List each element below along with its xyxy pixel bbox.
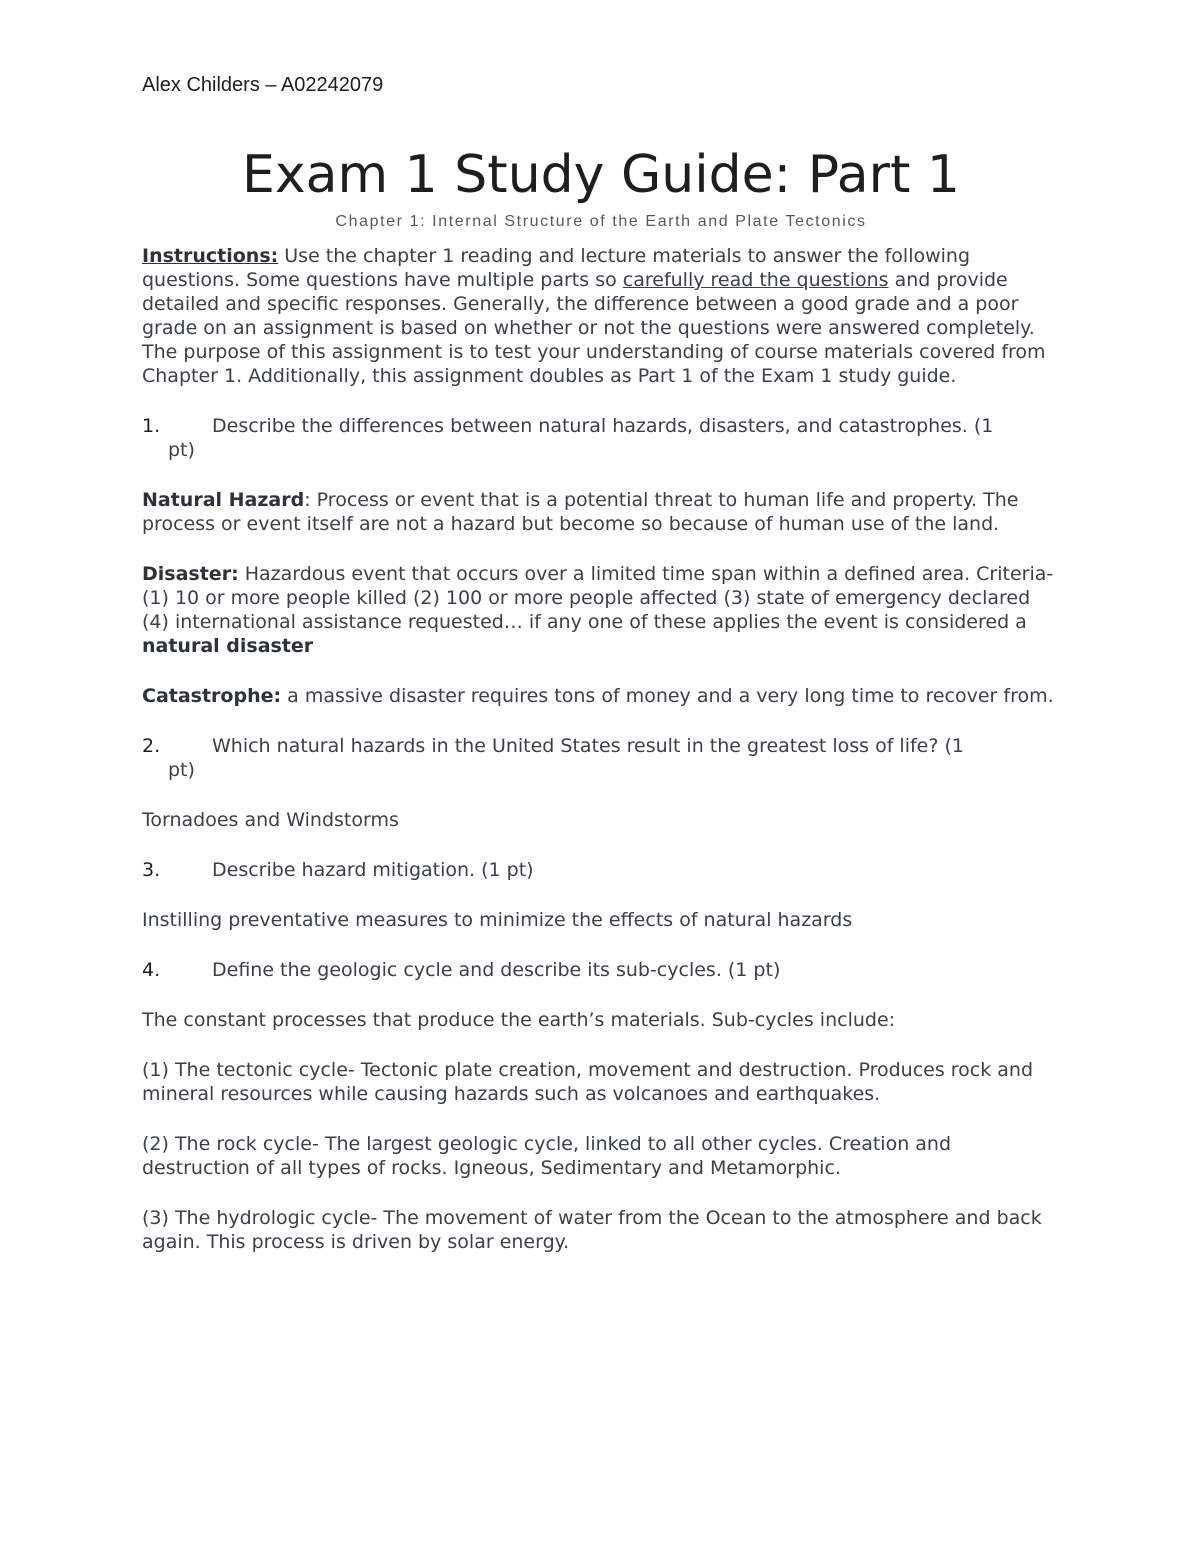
document-title: Exam 1 Study Guide: Part 1 bbox=[242, 145, 960, 205]
tectonic-cycle: (1) The tectonic cycle- Tectonic plate creation, movement and destruction. Produces rock and mineral resources while causing hazards such as volcanoes and earthquakes. bbox=[142, 1059, 1034, 1105]
disaster-definition bbox=[142, 562, 1060, 658]
answer-4: The constant processes that produce the earth’s materials. Sub-cycles include: bbox=[142, 1009, 896, 1031]
question-text-continued: pt) bbox=[168, 759, 195, 781]
natural-hazard-text: : Process or event that is a potential threat to human life and property. The process or event itself are not a hazard but become so because of human use of the land. bbox=[142, 489, 1019, 535]
author-header: Alex Childers – A02242079 bbox=[142, 74, 384, 96]
hydrologic-cycle: (3) The hydrologic cycle- The movement of water from the Ocean to the atmosphere and back again. This process is driven by solar energy. bbox=[142, 1207, 1042, 1253]
question-number: 2. bbox=[142, 735, 161, 757]
question-text-continued: pt) bbox=[168, 439, 195, 461]
instructions-text-1: Use the chapter 1 reading and lecture materials to answer the following questions. Some questions have multiple parts so bbox=[142, 245, 971, 291]
question-text: Describe the differences between natural hazards, disasters, and catastrophes. (1 bbox=[212, 415, 994, 437]
question-4 bbox=[142, 958, 1060, 982]
catastrophe-term: Catastrophe: bbox=[142, 685, 282, 707]
natural-hazard-definition bbox=[142, 488, 1060, 536]
question-number: 4. bbox=[142, 959, 161, 981]
answer-2: Tornadoes and Windstorms bbox=[142, 809, 399, 831]
question-3 bbox=[142, 858, 1060, 882]
instructions-label: Instructions: bbox=[142, 245, 279, 267]
question-1-continued bbox=[142, 414, 1060, 462]
question-number: 3. bbox=[142, 859, 161, 881]
question-number: 1. bbox=[142, 415, 161, 437]
document-subtitle: Chapter 1: Internal Structure of the Earth and Plate Tectonics bbox=[335, 213, 867, 230]
disaster-text: Hazardous event that occurs over a limited time span within a defined area. Criteria- (1) 10 or more people killed (2) 100 or more people affected (3) state of emergency declared (4) international assistance requested… if any one of these applies the event is considered a bbox=[142, 563, 1054, 633]
instructions-paragraph bbox=[142, 244, 1060, 340]
question-text: Which natural hazards in the United States result in the greatest loss of life? (1 bbox=[212, 735, 964, 757]
catastrophe-definition bbox=[142, 684, 1060, 708]
instructions-underlined-text: carefully read the questions bbox=[622, 269, 889, 291]
question-text: Define the geologic cycle and describe its sub-cycles. (1 pt) bbox=[212, 959, 781, 981]
catastrophe-text: a massive disaster requires tons of money and a very long time to recover from. bbox=[281, 685, 1054, 707]
question-2-continued bbox=[142, 734, 1060, 782]
instructions-text-2: and provide detailed and specific responses. Generally, the difference between a good grade and a poor grade on an assignment is based on whether or not the questions were answered completely. bbox=[142, 269, 1035, 339]
disaster-term: Disaster: bbox=[142, 563, 239, 585]
question-text: Describe hazard mitigation. (1 pt) bbox=[212, 859, 534, 881]
purpose-paragraph: The purpose of this assignment is to test your understanding of course materials covered from Chapter 1. Additionally, this assignment doubles as Part 1 of the Exam 1 study guide. bbox=[142, 341, 1046, 387]
natural-hazard-term: Natural Hazard bbox=[142, 489, 305, 511]
rock-cycle: (2) The rock cycle- The largest geologic cycle, linked to all other cycles. Creation and destruction of all types of rocks. Igneous, Sedimentary and Metamorphic. bbox=[142, 1133, 952, 1179]
answer-3: Instilling preventative measures to minimize the effects of natural hazards bbox=[142, 909, 853, 931]
natural-disaster-emphasis: natural disaster bbox=[142, 635, 314, 657]
